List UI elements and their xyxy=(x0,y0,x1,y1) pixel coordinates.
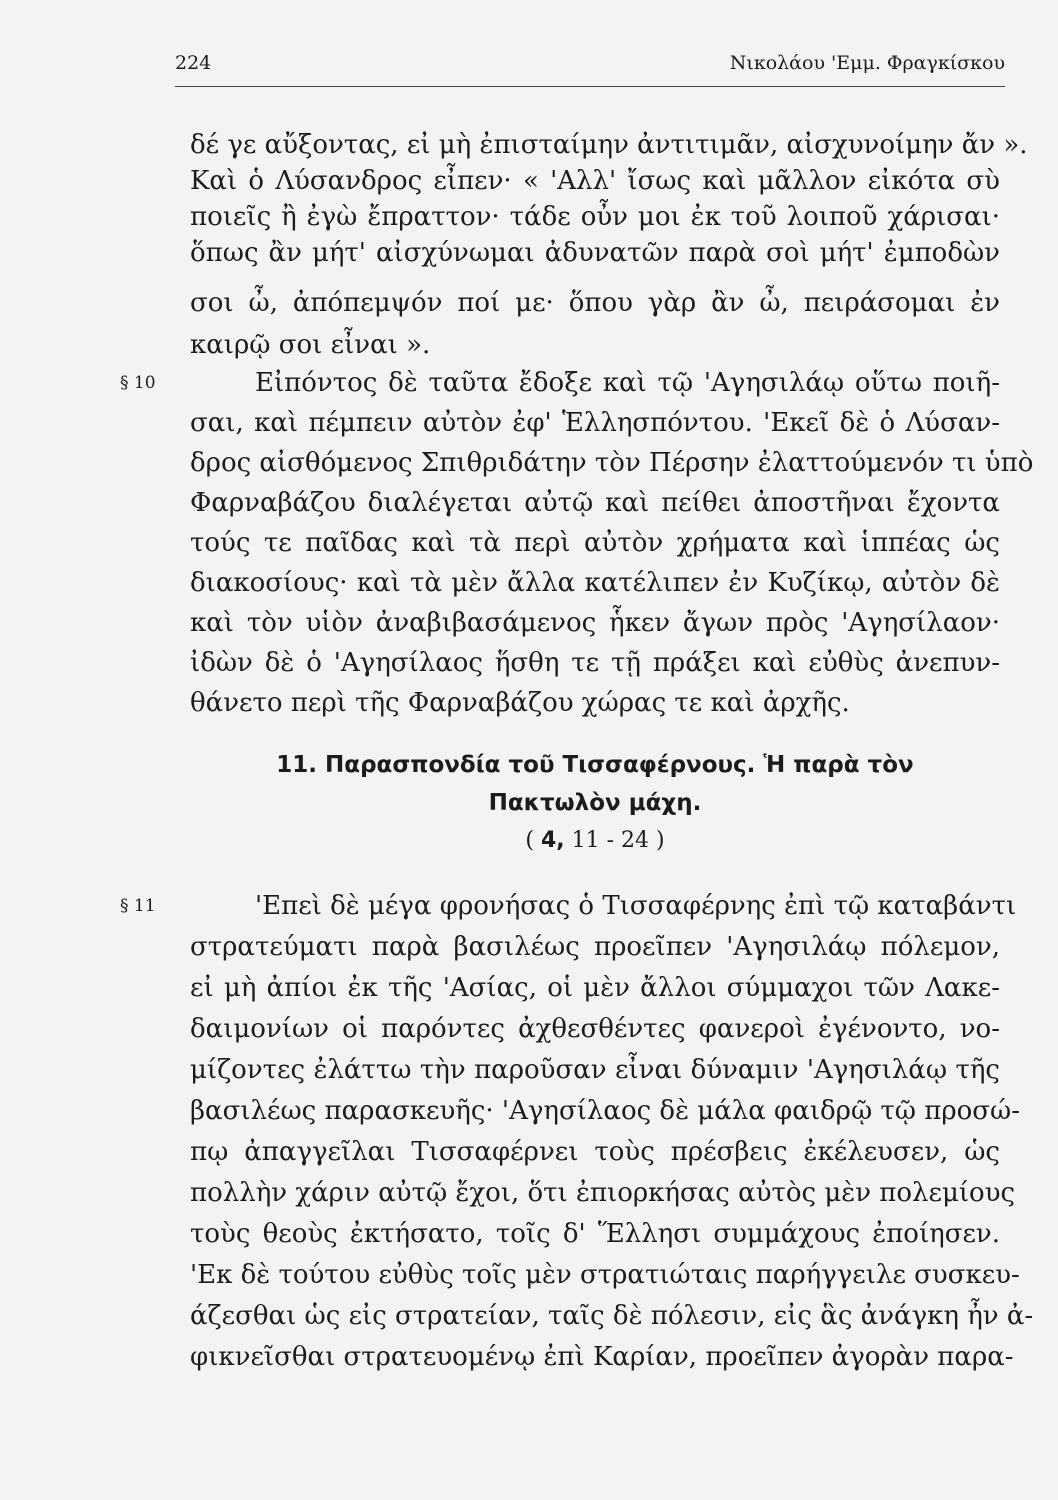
text-line: καὶ τὸν υἱὸν ἀναβιβασάμενος ἧκεν ἄγων πρὸς 'Αγησίλαον· xyxy=(190,608,1000,638)
text-line: τούς τε παῖδας καὶ τὰ περὶ αὐτὸν χρήματα καὶ ἱππέας ὡς xyxy=(190,528,1000,558)
text-line: διακοσίους· καὶ τὰ μὲν ἄλλα κατέλιπεν ἐν Κυζίκῳ, αὐτὸν δὲ xyxy=(190,568,1000,598)
text-line: Καὶ ὁ Λύσανδρος εἶπεν· « 'Αλλ' ἴσως καὶ μᾶλλον εἰκότα σὺ xyxy=(190,166,1000,196)
section-marker: § 10 xyxy=(120,373,156,393)
text-line: βασιλέως παρασκευῆς· 'Αγησίλαος δὲ μάλα φαιδρῷ τῷ προσώ- xyxy=(190,1096,1021,1126)
text-line: δαιμονίων οἱ παρόντες ἀχθεσθέντες φανεροὶ ἐγένοντο, νο- xyxy=(190,1014,1000,1044)
text-line: Εἰπόντος δὲ ταῦτα ἔδοξε καὶ τῷ 'Αγησιλάῳ οὕτω ποιῆ- xyxy=(255,368,1000,398)
reference-book: 4, xyxy=(540,828,565,853)
text-line: θάνετο περὶ τῆς Φαρναβάζου χώρας τε καὶ ἀρχῆς. xyxy=(190,688,850,718)
text-line: 'Επεὶ δὲ μέγα φρονήσας ὁ Τισσαφέρνης ἐπὶ τῷ καταβάντι xyxy=(255,891,1017,921)
text-line: άζεσθαι ὡς εἰς στρατείαν, ταῖς δὲ πόλεσιν, εἰς ἃς ἀνάγκη ἦν ἀ- xyxy=(190,1301,1034,1331)
text-line: πῳ ἀπαγγεῖλαι Τισσαφέρνει τοὺς πρέσβεις ἐκέλευσεν, ὡς xyxy=(190,1137,1000,1167)
text-line: πολλὴν χάριν αὐτῷ ἔχοι, ὅτι ἐπιορκήσας αὐτὸς μὲν πολεμίους xyxy=(190,1178,1016,1208)
section-marker: § 11 xyxy=(120,896,156,916)
page-header xyxy=(175,52,1005,87)
heading-line: 11. Παρασπονδία τοῦ Τισσαφέρνους. Ἡ παρὰ τὸν xyxy=(276,752,914,778)
text-line: δέ γε αὔξοντας, εἰ μὴ ἐπισταίμην ἀντιτιμᾶν, αἰσχυνοίμην ἄν ». xyxy=(190,130,1028,160)
text-line: 'Εκ δὲ τούτου εὐθὺς τοῖς μὲν στρατιώταις παρήγγειλε συσκευ- xyxy=(190,1260,1020,1290)
running-head: Νικολάου 'Εμμ. Φραγκίσκου xyxy=(729,52,1005,74)
text-line: τοὺς θεοὺς ἐκτήσατο, τοῖς δ' Ἕλλησι συμμάχους ἐποίησεν. xyxy=(190,1219,1000,1249)
page-number: 224 xyxy=(175,52,212,74)
reference-range: 11 - 24 xyxy=(571,828,650,853)
text-line: μίζοντες ἐλάττω τὴν παροῦσαν εἶναι δύναμιν 'Αγησιλάῳ τῆς xyxy=(190,1055,1000,1085)
text-line: φικνεῖσθαι στρατευομένῳ ἐπὶ Καρίαν, προεῖπεν ἀγορὰν παρα- xyxy=(190,1342,1014,1372)
text-line: καιρῷ σοι εἶναι ». xyxy=(190,330,431,360)
heading-line: Πακτωλὸν μάχη. xyxy=(488,790,702,816)
passage-reference: ( 4, 11 - 24 ) xyxy=(525,828,665,853)
text-line: εἰ μὴ ἀπίοι ἐκ τῆς 'Ασίας, οἱ μὲν ἄλλοι σύμμαχοι τῶν Λακε- xyxy=(190,973,1000,1003)
text-line: σαι, καὶ πέμπειν αὐτὸν ἐφ' Ἑλλησπόντου. 'Εκεῖ δὲ ὁ Λύσαν- xyxy=(190,408,1000,438)
text-line: ὅπως ἂν μήτ' αἰσχύνωμαι ἀδυνατῶν παρὰ σοὶ μήτ' ἐμποδὼν xyxy=(190,238,1000,268)
text-line: δρος αἰσθόμενος Σπιθριδάτην τὸν Πέρσην ἐλαττούμενόν τι ὑπὸ xyxy=(190,448,1034,478)
text-line: στρατεύματι παρὰ βασιλέως προεῖπεν 'Αγησιλάῳ πόλεμον, xyxy=(190,932,1000,962)
text-line: Φαρναβάζου διαλέγεται αὐτῷ καὶ πείθει ἀποστῆναι ἔχοντα xyxy=(190,488,1000,518)
text-line: ποιεῖς ἢ ἐγὼ ἔπραττον· τάδε οὖν μοι ἐκ τοῦ λοιποῦ χάρισαι· xyxy=(190,202,1000,232)
text-line: ἰδὼν δὲ ὁ 'Αγησίλαος ἥσθη τε τῇ πράξει καὶ εὐθὺς ἀνεπυν- xyxy=(190,648,1000,678)
text-line: σοι ὦ, ἀπόπεμψόν ποί με· ὅπου γὰρ ἂν ὦ, πειράσομαι ἐν xyxy=(190,288,1000,318)
